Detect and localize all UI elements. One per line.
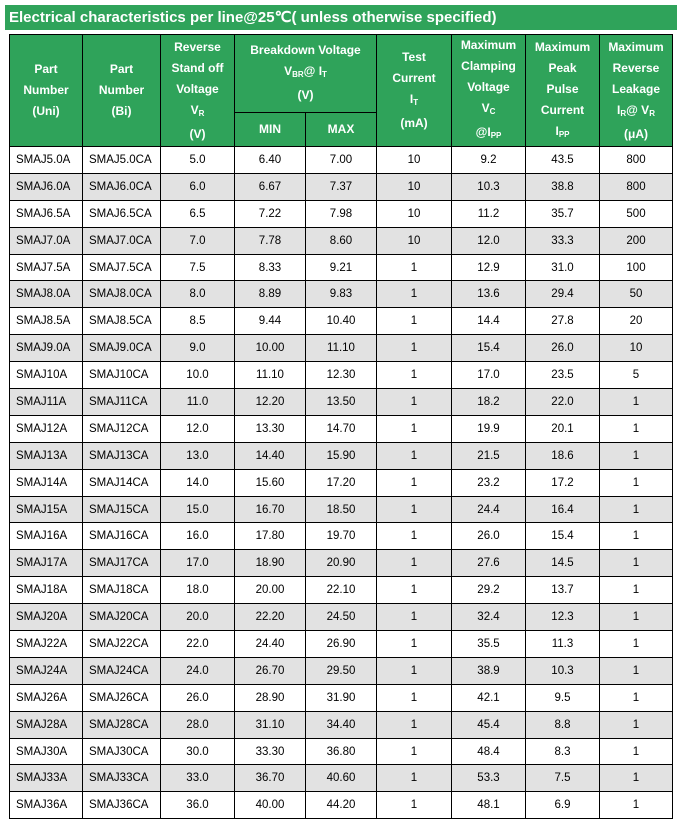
it-cell: 1 bbox=[377, 738, 452, 765]
table-row bbox=[10, 657, 673, 684]
table-row bbox=[10, 415, 673, 442]
vc-cell: 48.1 bbox=[452, 792, 526, 819]
part-uni-cell: SMAJ8.0A bbox=[10, 281, 83, 308]
part-uni-cell: SMAJ33A bbox=[10, 765, 83, 792]
ipp-cell: 12.3 bbox=[526, 604, 600, 631]
vc-cell: 48.4 bbox=[452, 738, 526, 765]
vbr-max-cell: 7.37 bbox=[306, 173, 377, 200]
ir-cell: 1 bbox=[600, 415, 673, 442]
ipp-cell: 29.4 bbox=[526, 281, 600, 308]
part-bi-cell: SMAJ28CA bbox=[83, 711, 161, 738]
vr-cell: 28.0 bbox=[161, 711, 235, 738]
vbr-max-cell: 31.90 bbox=[306, 684, 377, 711]
part-bi-cell: SMAJ7.5CA bbox=[83, 254, 161, 281]
table-row bbox=[10, 550, 673, 577]
part-bi-cell: SMAJ33CA bbox=[83, 765, 161, 792]
vbr-max-cell: 26.90 bbox=[306, 631, 377, 658]
table-body bbox=[10, 147, 673, 819]
vc-cell: 9.2 bbox=[452, 147, 526, 174]
it-cell: 10 bbox=[377, 227, 452, 254]
ir-cell: 10 bbox=[600, 335, 673, 362]
vc-cell: 17.0 bbox=[452, 362, 526, 389]
part-uni-cell: SMAJ28A bbox=[10, 711, 83, 738]
vr-cell: 7.0 bbox=[161, 227, 235, 254]
ipp-cell: 7.5 bbox=[526, 765, 600, 792]
vbr-max-cell: 40.60 bbox=[306, 765, 377, 792]
ipp-cell: 14.5 bbox=[526, 550, 600, 577]
table-row bbox=[10, 227, 673, 254]
part-bi-cell: SMAJ6.5CA bbox=[83, 200, 161, 227]
vbr-min-cell: 20.00 bbox=[235, 577, 306, 604]
vc-cell: 42.1 bbox=[452, 684, 526, 711]
table-row bbox=[10, 173, 673, 200]
it-cell: 1 bbox=[377, 711, 452, 738]
ir-cell: 1 bbox=[600, 577, 673, 604]
vbr-min-cell: 24.40 bbox=[235, 631, 306, 658]
it-cell: 1 bbox=[377, 496, 452, 523]
ir-cell: 1 bbox=[600, 496, 673, 523]
vc-cell: 32.4 bbox=[452, 604, 526, 631]
ir-cell: 1 bbox=[600, 738, 673, 765]
it-cell: 1 bbox=[377, 684, 452, 711]
vc-cell: 26.0 bbox=[452, 523, 526, 550]
vbr-min-cell: 31.10 bbox=[235, 711, 306, 738]
vbr-max-cell: 12.30 bbox=[306, 362, 377, 389]
it-cell: 1 bbox=[377, 415, 452, 442]
it-cell: 1 bbox=[377, 335, 452, 362]
vc-cell: 45.4 bbox=[452, 711, 526, 738]
part-uni-cell: SMAJ18A bbox=[10, 577, 83, 604]
header-part-number-bi: Part Number (Bi) bbox=[83, 35, 161, 147]
vbr-max-cell: 13.50 bbox=[306, 389, 377, 416]
ipp-cell: 6.9 bbox=[526, 792, 600, 819]
vbr-min-cell: 8.89 bbox=[235, 281, 306, 308]
it-cell: 1 bbox=[377, 792, 452, 819]
section-title: Electrical characteristics per line@25℃( unless otherwise specified) bbox=[5, 5, 677, 30]
part-uni-cell: SMAJ9.0A bbox=[10, 335, 83, 362]
it-cell: 1 bbox=[377, 657, 452, 684]
it-cell: 1 bbox=[377, 442, 452, 469]
vr-cell: 11.0 bbox=[161, 389, 235, 416]
vbr-min-cell: 18.90 bbox=[235, 550, 306, 577]
vc-cell: 35.5 bbox=[452, 631, 526, 658]
vr-cell: 7.5 bbox=[161, 254, 235, 281]
part-uni-cell: SMAJ14A bbox=[10, 469, 83, 496]
table-row bbox=[10, 389, 673, 416]
vbr-min-cell: 10.00 bbox=[235, 335, 306, 362]
vc-cell: 23.2 bbox=[452, 469, 526, 496]
header-breakdown-max: MAX bbox=[306, 112, 377, 146]
vbr-min-cell: 9.44 bbox=[235, 308, 306, 335]
vr-cell: 15.0 bbox=[161, 496, 235, 523]
vc-cell: 10.3 bbox=[452, 173, 526, 200]
vc-cell: 13.6 bbox=[452, 281, 526, 308]
vr-cell: 13.0 bbox=[161, 442, 235, 469]
part-uni-cell: SMAJ10A bbox=[10, 362, 83, 389]
ipp-cell: 10.3 bbox=[526, 657, 600, 684]
part-uni-cell: SMAJ36A bbox=[10, 792, 83, 819]
header-reverse-standoff-voltage: Reverse Stand off Voltage $V_R$ (V) bbox=[161, 35, 235, 147]
ipp-cell: 33.3 bbox=[526, 227, 600, 254]
ipp-cell: 15.4 bbox=[526, 523, 600, 550]
ipp-cell: 27.8 bbox=[526, 308, 600, 335]
table-row bbox=[10, 631, 673, 658]
table-row bbox=[10, 765, 673, 792]
table-row bbox=[10, 200, 673, 227]
ir-cell: 1 bbox=[600, 684, 673, 711]
it-cell: 1 bbox=[377, 523, 452, 550]
vr-cell: 6.5 bbox=[161, 200, 235, 227]
ipp-cell: 8.3 bbox=[526, 738, 600, 765]
ir-cell: 1 bbox=[600, 657, 673, 684]
ipp-cell: 9.5 bbox=[526, 684, 600, 711]
vbr-min-cell: 17.80 bbox=[235, 523, 306, 550]
vr-cell: 22.0 bbox=[161, 631, 235, 658]
ir-cell: 1 bbox=[600, 550, 673, 577]
table-row bbox=[10, 362, 673, 389]
vbr-max-cell: 14.70 bbox=[306, 415, 377, 442]
it-cell: 1 bbox=[377, 254, 452, 281]
header-max-peak-pulse-current: Maximum Peak Pulse Current $I_{PP}$ bbox=[526, 35, 600, 147]
part-bi-cell: SMAJ8.5CA bbox=[83, 308, 161, 335]
it-cell: 1 bbox=[377, 362, 452, 389]
ir-cell: 800 bbox=[600, 147, 673, 174]
ipp-cell: 23.5 bbox=[526, 362, 600, 389]
part-uni-cell: SMAJ17A bbox=[10, 550, 83, 577]
part-bi-cell: SMAJ24CA bbox=[83, 657, 161, 684]
part-uni-cell: SMAJ16A bbox=[10, 523, 83, 550]
vr-cell: 33.0 bbox=[161, 765, 235, 792]
part-bi-cell: SMAJ12CA bbox=[83, 415, 161, 442]
ir-cell: 50 bbox=[600, 281, 673, 308]
part-bi-cell: SMAJ16CA bbox=[83, 523, 161, 550]
ir-cell: 1 bbox=[600, 792, 673, 819]
table-row bbox=[10, 711, 673, 738]
part-bi-cell: SMAJ6.0CA bbox=[83, 173, 161, 200]
part-uni-cell: SMAJ7.5A bbox=[10, 254, 83, 281]
part-uni-cell: SMAJ15A bbox=[10, 496, 83, 523]
ipp-cell: 17.2 bbox=[526, 469, 600, 496]
table-row bbox=[10, 604, 673, 631]
vc-cell: 19.9 bbox=[452, 415, 526, 442]
part-bi-cell: SMAJ20CA bbox=[83, 604, 161, 631]
table-row bbox=[10, 335, 673, 362]
ipp-cell: 18.6 bbox=[526, 442, 600, 469]
vr-cell: 8.0 bbox=[161, 281, 235, 308]
vbr-min-cell: 16.70 bbox=[235, 496, 306, 523]
header-max-reverse-leakage: Maximum Reverse Leakage $I_R@$ $V_R$ (μA) bbox=[600, 35, 673, 147]
ir-cell: 1 bbox=[600, 523, 673, 550]
vbr-max-cell: 29.50 bbox=[306, 657, 377, 684]
it-cell: 1 bbox=[377, 469, 452, 496]
table-row bbox=[10, 442, 673, 469]
part-uni-cell: SMAJ24A bbox=[10, 657, 83, 684]
vr-cell: 16.0 bbox=[161, 523, 235, 550]
vr-cell: 5.0 bbox=[161, 147, 235, 174]
table-row bbox=[10, 496, 673, 523]
ipp-cell: 16.4 bbox=[526, 496, 600, 523]
ir-cell: 500 bbox=[600, 200, 673, 227]
part-bi-cell: SMAJ30CA bbox=[83, 738, 161, 765]
it-cell: 10 bbox=[377, 147, 452, 174]
vr-cell: 26.0 bbox=[161, 684, 235, 711]
vbr-max-cell: 7.98 bbox=[306, 200, 377, 227]
vr-cell: 12.0 bbox=[161, 415, 235, 442]
vbr-max-cell: 11.10 bbox=[306, 335, 377, 362]
vr-cell: 18.0 bbox=[161, 577, 235, 604]
table-row bbox=[10, 281, 673, 308]
part-uni-cell: SMAJ11A bbox=[10, 389, 83, 416]
ipp-cell: 20.1 bbox=[526, 415, 600, 442]
vbr-min-cell: 40.00 bbox=[235, 792, 306, 819]
vc-cell: 53.3 bbox=[452, 765, 526, 792]
vr-cell: 20.0 bbox=[161, 604, 235, 631]
part-uni-cell: SMAJ7.0A bbox=[10, 227, 83, 254]
vbr-max-cell: 34.40 bbox=[306, 711, 377, 738]
vbr-max-cell: 19.70 bbox=[306, 523, 377, 550]
it-cell: 1 bbox=[377, 604, 452, 631]
vc-cell: 27.6 bbox=[452, 550, 526, 577]
vbr-max-cell: 9.83 bbox=[306, 281, 377, 308]
vr-cell: 8.5 bbox=[161, 308, 235, 335]
part-uni-cell: SMAJ12A bbox=[10, 415, 83, 442]
it-cell: 10 bbox=[377, 173, 452, 200]
part-uni-cell: SMAJ13A bbox=[10, 442, 83, 469]
vbr-max-cell: 24.50 bbox=[306, 604, 377, 631]
it-cell: 1 bbox=[377, 765, 452, 792]
ir-cell: 200 bbox=[600, 227, 673, 254]
vbr-max-cell: 7.00 bbox=[306, 147, 377, 174]
part-uni-cell: SMAJ26A bbox=[10, 684, 83, 711]
electrical-characteristics-table bbox=[9, 34, 673, 819]
vr-cell: 17.0 bbox=[161, 550, 235, 577]
table-row bbox=[10, 738, 673, 765]
part-bi-cell: SMAJ14CA bbox=[83, 469, 161, 496]
part-uni-cell: SMAJ22A bbox=[10, 631, 83, 658]
part-uni-cell: SMAJ6.0A bbox=[10, 173, 83, 200]
vbr-min-cell: 8.33 bbox=[235, 254, 306, 281]
ipp-cell: 26.0 bbox=[526, 335, 600, 362]
part-uni-cell: SMAJ6.5A bbox=[10, 200, 83, 227]
vbr-min-cell: 6.40 bbox=[235, 147, 306, 174]
vc-cell: 14.4 bbox=[452, 308, 526, 335]
vbr-max-cell: 22.10 bbox=[306, 577, 377, 604]
ipp-cell: 22.0 bbox=[526, 389, 600, 416]
vr-cell: 24.0 bbox=[161, 657, 235, 684]
ir-cell: 1 bbox=[600, 469, 673, 496]
part-bi-cell: SMAJ17CA bbox=[83, 550, 161, 577]
header-part-number-uni: Part Number (Uni) bbox=[10, 35, 83, 147]
it-cell: 1 bbox=[377, 577, 452, 604]
vbr-min-cell: 13.30 bbox=[235, 415, 306, 442]
vr-cell: 36.0 bbox=[161, 792, 235, 819]
ipp-cell: 11.3 bbox=[526, 631, 600, 658]
vbr-min-cell: 14.40 bbox=[235, 442, 306, 469]
vbr-max-cell: 17.20 bbox=[306, 469, 377, 496]
vbr-max-cell: 15.90 bbox=[306, 442, 377, 469]
header-test-current: Test Current $I_T$ (mA) bbox=[377, 35, 452, 147]
part-bi-cell: SMAJ26CA bbox=[83, 684, 161, 711]
vbr-min-cell: 26.70 bbox=[235, 657, 306, 684]
table-row bbox=[10, 523, 673, 550]
vbr-min-cell: 36.70 bbox=[235, 765, 306, 792]
vr-cell: 10.0 bbox=[161, 362, 235, 389]
vbr-min-cell: 12.20 bbox=[235, 389, 306, 416]
part-bi-cell: SMAJ15CA bbox=[83, 496, 161, 523]
vr-cell: 6.0 bbox=[161, 173, 235, 200]
vbr-min-cell: 6.67 bbox=[235, 173, 306, 200]
vbr-min-cell: 7.22 bbox=[235, 200, 306, 227]
ir-cell: 1 bbox=[600, 765, 673, 792]
part-bi-cell: SMAJ8.0CA bbox=[83, 281, 161, 308]
part-bi-cell: SMAJ5.0CA bbox=[83, 147, 161, 174]
ipp-cell: 35.7 bbox=[526, 200, 600, 227]
vbr-min-cell: 28.90 bbox=[235, 684, 306, 711]
table-row bbox=[10, 469, 673, 496]
part-bi-cell: SMAJ10CA bbox=[83, 362, 161, 389]
vc-cell: 15.4 bbox=[452, 335, 526, 362]
part-bi-cell: SMAJ22CA bbox=[83, 631, 161, 658]
ipp-cell: 31.0 bbox=[526, 254, 600, 281]
part-bi-cell: SMAJ13CA bbox=[83, 442, 161, 469]
vc-cell: 21.5 bbox=[452, 442, 526, 469]
part-bi-cell: SMAJ7.0CA bbox=[83, 227, 161, 254]
vbr-min-cell: 33.30 bbox=[235, 738, 306, 765]
vbr-max-cell: 10.40 bbox=[306, 308, 377, 335]
header-breakdown-voltage: Breakdown Voltage $V_{BR}@$ $I_T$ (V) bbox=[235, 35, 377, 113]
it-cell: 1 bbox=[377, 631, 452, 658]
vbr-min-cell: 15.60 bbox=[235, 469, 306, 496]
vbr-min-cell: 11.10 bbox=[235, 362, 306, 389]
part-uni-cell: SMAJ20A bbox=[10, 604, 83, 631]
ir-cell: 1 bbox=[600, 442, 673, 469]
ir-cell: 1 bbox=[600, 604, 673, 631]
vbr-max-cell: 44.20 bbox=[306, 792, 377, 819]
part-bi-cell: SMAJ9.0CA bbox=[83, 335, 161, 362]
table-row bbox=[10, 147, 673, 174]
ir-cell: 100 bbox=[600, 254, 673, 281]
table-row bbox=[10, 254, 673, 281]
vbr-max-cell: 8.60 bbox=[306, 227, 377, 254]
it-cell: 1 bbox=[377, 389, 452, 416]
vr-cell: 30.0 bbox=[161, 738, 235, 765]
ipp-cell: 43.5 bbox=[526, 147, 600, 174]
vc-cell: 12.0 bbox=[452, 227, 526, 254]
part-uni-cell: SMAJ30A bbox=[10, 738, 83, 765]
it-cell: 1 bbox=[377, 550, 452, 577]
vc-cell: 11.2 bbox=[452, 200, 526, 227]
ipp-cell: 38.8 bbox=[526, 173, 600, 200]
ipp-cell: 8.8 bbox=[526, 711, 600, 738]
vc-cell: 18.2 bbox=[452, 389, 526, 416]
vbr-min-cell: 22.20 bbox=[235, 604, 306, 631]
table-row bbox=[10, 308, 673, 335]
ir-cell: 20 bbox=[600, 308, 673, 335]
ir-cell: 800 bbox=[600, 173, 673, 200]
part-bi-cell: SMAJ11CA bbox=[83, 389, 161, 416]
ipp-cell: 13.7 bbox=[526, 577, 600, 604]
vbr-max-cell: 20.90 bbox=[306, 550, 377, 577]
header-max-clamping-voltage: Maximum Clamping Voltage $V_C$ $@I_{PP}$ bbox=[452, 35, 526, 147]
vbr-max-cell: 36.80 bbox=[306, 738, 377, 765]
it-cell: 10 bbox=[377, 200, 452, 227]
part-bi-cell: SMAJ36CA bbox=[83, 792, 161, 819]
ir-cell: 1 bbox=[600, 711, 673, 738]
table-row bbox=[10, 684, 673, 711]
part-bi-cell: SMAJ18CA bbox=[83, 577, 161, 604]
vc-cell: 24.4 bbox=[452, 496, 526, 523]
ir-cell: 1 bbox=[600, 389, 673, 416]
ir-cell: 5 bbox=[600, 362, 673, 389]
vr-cell: 14.0 bbox=[161, 469, 235, 496]
vr-cell: 9.0 bbox=[161, 335, 235, 362]
vc-cell: 12.9 bbox=[452, 254, 526, 281]
vbr-max-cell: 9.21 bbox=[306, 254, 377, 281]
part-uni-cell: SMAJ8.5A bbox=[10, 308, 83, 335]
it-cell: 1 bbox=[377, 281, 452, 308]
vbr-max-cell: 18.50 bbox=[306, 496, 377, 523]
table-row bbox=[10, 577, 673, 604]
it-cell: 1 bbox=[377, 308, 452, 335]
vc-cell: 29.2 bbox=[452, 577, 526, 604]
ir-cell: 1 bbox=[600, 631, 673, 658]
vbr-min-cell: 7.78 bbox=[235, 227, 306, 254]
vc-cell: 38.9 bbox=[452, 657, 526, 684]
part-uni-cell: SMAJ5.0A bbox=[10, 147, 83, 174]
header-breakdown-min: MIN bbox=[235, 112, 306, 146]
